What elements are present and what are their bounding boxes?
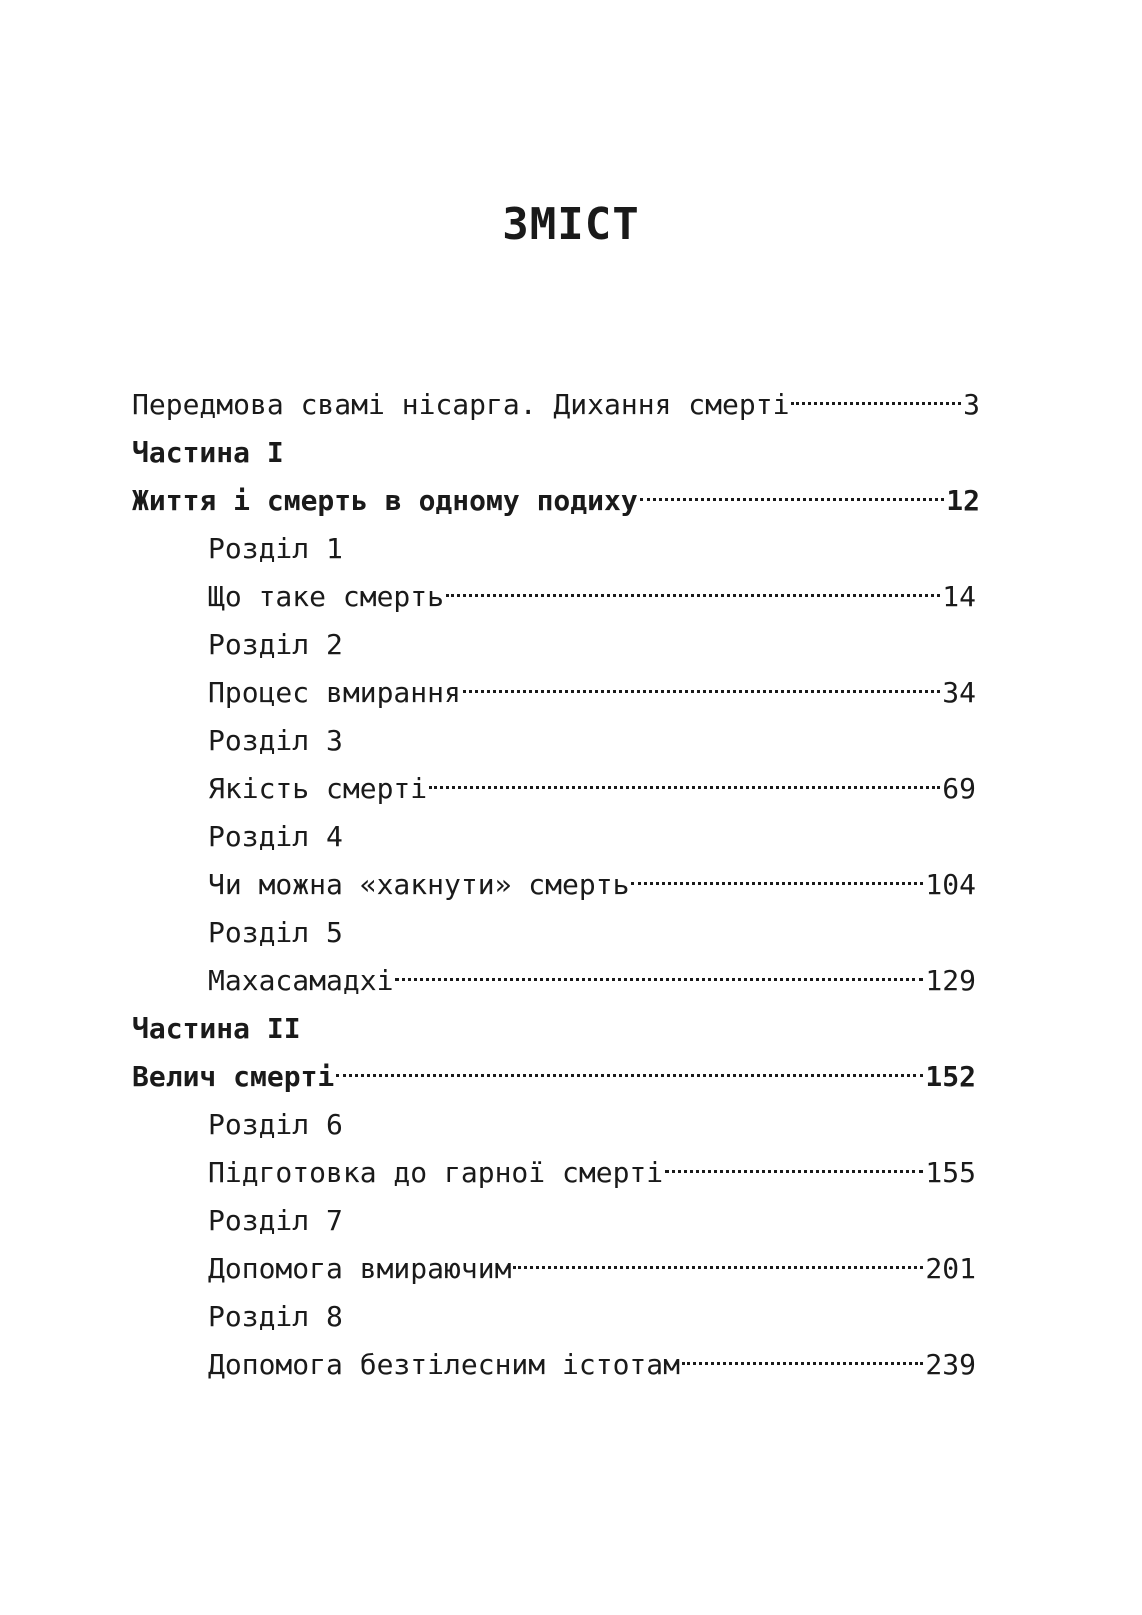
toc-page-number: 201: [925, 1252, 976, 1285]
toc-page-number: 104: [925, 868, 976, 901]
toc-page-number: 129: [925, 964, 976, 997]
toc-entry-label: Підготовка до гарної смерті: [208, 1156, 664, 1189]
toc-entry-label: Допомога безтілесним істотам: [208, 1348, 681, 1381]
toc-entry-preface[interactable]: [132, 378, 980, 423]
chapter-1-heading: Розділ 1: [208, 532, 343, 565]
toc-entry-label: Махасамадхі: [208, 964, 394, 997]
chapter-3-heading: Розділ 3: [208, 724, 343, 757]
chapter-2-heading: Розділ 2: [208, 628, 343, 661]
dot-leader: [395, 954, 923, 990]
toc-entry-chapter-7[interactable]: [208, 1242, 976, 1287]
toc-entry-chapter-8[interactable]: [208, 1338, 976, 1383]
toc-entry-chapter-4[interactable]: [208, 858, 976, 903]
toc-entry-label: Процес вмирання: [208, 676, 461, 709]
toc-page-number: 34: [942, 676, 976, 709]
dot-leader: [463, 666, 940, 702]
toc-page-number: 12: [946, 484, 980, 517]
dot-leader: [682, 1338, 923, 1374]
toc-page-number: 3: [963, 388, 980, 421]
part-2-heading: Частина II: [132, 1012, 301, 1045]
toc-page-number: 239: [925, 1348, 976, 1381]
toc-page-number: 152: [925, 1060, 976, 1093]
dot-leader: [513, 1242, 923, 1278]
dot-leader: [446, 570, 940, 606]
chapter-6-heading: Розділ 6: [208, 1108, 343, 1141]
dot-leader: [791, 378, 961, 414]
page-title: ЗМІСТ: [502, 199, 640, 250]
toc-entry-label: Що таке смерть: [208, 580, 445, 613]
chapter-5-heading: Розділ 5: [208, 916, 343, 949]
dot-leader: [336, 1050, 923, 1086]
toc-page-number: 14: [942, 580, 976, 613]
chapter-7-heading: Розділ 7: [208, 1204, 343, 1237]
toc-entry-chapter-6[interactable]: [208, 1146, 976, 1191]
toc-entry-chapter-3[interactable]: [208, 762, 976, 807]
toc-entry-chapter-5[interactable]: [208, 954, 976, 999]
chapter-8-heading: Розділ 8: [208, 1300, 343, 1333]
dot-leader: [429, 762, 940, 798]
chapter-4-heading: Розділ 4: [208, 820, 343, 853]
toc-entry-chapter-2[interactable]: [208, 666, 976, 711]
dot-leader: [640, 474, 945, 510]
dot-leader: [665, 1146, 923, 1182]
toc-entry-label: Життя і смерть в одному подиху: [132, 484, 638, 517]
toc-entry-label: Допомога вмираючим: [208, 1252, 512, 1285]
toc-entry-chapter-1[interactable]: [208, 570, 976, 615]
dot-leader: [631, 858, 923, 894]
toc-entry-label: Велич смерті: [132, 1060, 335, 1093]
toc-entry-part-2[interactable]: [132, 1050, 976, 1095]
toc-page-number: 69: [942, 772, 976, 805]
toc-entry-label: Чи можна «хакнути» смерть: [208, 868, 630, 901]
toc-entry-label: Передмова свамі нісарга. Дихання смерті: [132, 388, 790, 421]
part-1-heading: Частина I: [132, 436, 284, 469]
toc-page-number: 155: [925, 1156, 976, 1189]
toc-entry-label: Якість смерті: [208, 772, 428, 805]
toc-entry-part-1[interactable]: [132, 474, 980, 519]
